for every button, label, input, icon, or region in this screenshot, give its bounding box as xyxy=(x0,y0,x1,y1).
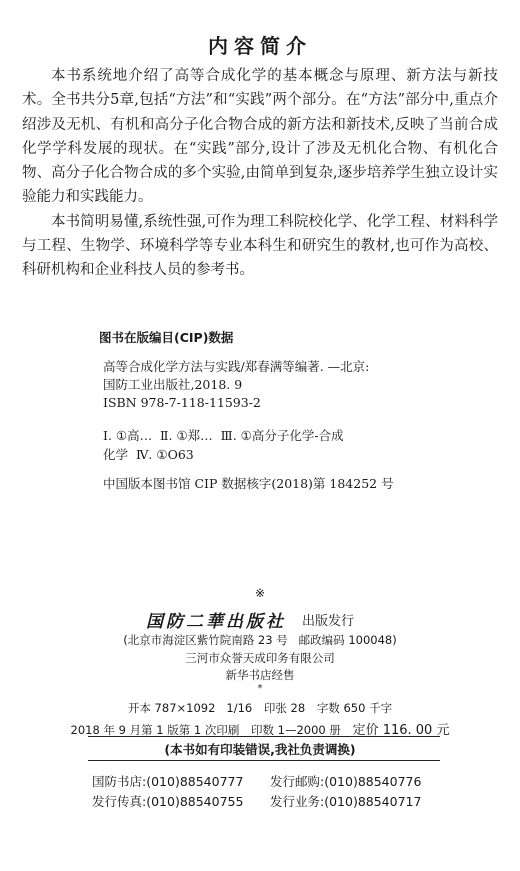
divider-top xyxy=(88,736,440,737)
spec-sheets: 印张 28 xyxy=(263,701,306,715)
cip-record-number: 中国版本图书馆 CIP 数据核字(2018)第 184252 号 xyxy=(103,476,394,491)
print-specs xyxy=(0,700,520,716)
replacement-notice: (本书如有印装错误,我社负责调换) xyxy=(164,742,356,757)
contact-fax: 发行传真:(010)88540755 xyxy=(92,794,244,809)
spec-words: 字数 650 千字 xyxy=(316,701,393,715)
intro-text xyxy=(22,64,498,283)
spec-format: 开本 787×1092 1/16 xyxy=(127,701,253,715)
spec-price: 定价 116. 00 元 xyxy=(352,723,450,738)
page-title: 内容简介 xyxy=(208,34,312,58)
printer-name: 三河市众誉天成印务有限公司 xyxy=(185,651,335,665)
cip-line-isbn: ISBN 978-7-118-11593-2 xyxy=(103,395,261,410)
distributor: 新华书店经售 xyxy=(225,668,295,682)
publisher-tail: 出版发行 xyxy=(302,614,355,629)
cip-line-publisher: 国防工业出版社,2018. 9 xyxy=(103,377,243,392)
divider-bottom xyxy=(88,760,440,761)
contact-bookstore: 国防书店:(010)88540777 xyxy=(92,774,244,789)
spec-copies: 印数 1—2000 册 xyxy=(251,723,341,737)
intro-paragraph-2: 本书简明易懂,系统性强,可作为理工科院校化学、化学工程、材料科学与工程、生物学、环境科学等专业本科生和研究生的教材,也可作为高校、科研机构和企业科技人员的参考书。 xyxy=(22,213,498,279)
cip-record xyxy=(103,358,423,412)
bullet-mark: * xyxy=(257,683,263,694)
cip-category-line-1: Ⅰ. ①高… Ⅱ. ①郑… Ⅲ. ①高分子化学-合成 xyxy=(103,428,344,443)
publisher-logo: 国防二華出版社 xyxy=(146,612,286,632)
cip-heading: 图书在版编目(CIP)数据 xyxy=(99,330,234,345)
contact-business: 发行业务:(010)88540717 xyxy=(270,794,422,809)
spec-edition: 2018 年 9 月第 1 版第 1 次印刷 xyxy=(70,723,240,737)
cip-categories xyxy=(103,427,403,464)
intro-paragraph-1: 本书系统地介绍了高等合成化学的基本概念与原理、新方法与新技术。全书共分5章,包括“方法”和“实践”两个部分。在“方法”部分中,重点介绍涉及无机、有机和高分子化合物合成的新方法和新技术,反映了当前合成化学学科发展的现状。在“实践”部分,设计了涉及无机化合物、有机化合物、高分子化合物合成的多个实验,由简单到复杂,逐步培养学生独立设计实验能力和实践能力。 xyxy=(22,68,498,206)
contact-mail-order: 发行邮购:(010)88540776 xyxy=(270,774,422,789)
cip-line-title-author: 高等合成化学方法与实践/郑春满等编著. —北京: xyxy=(103,359,370,374)
separator-asterisk: ※ xyxy=(254,586,266,600)
publisher-address: (北京市海淀区紫竹院南路 23 号 邮政编码 100048) xyxy=(123,633,397,647)
cip-category-line-2: 化学 Ⅳ. ①O63 xyxy=(103,446,194,462)
